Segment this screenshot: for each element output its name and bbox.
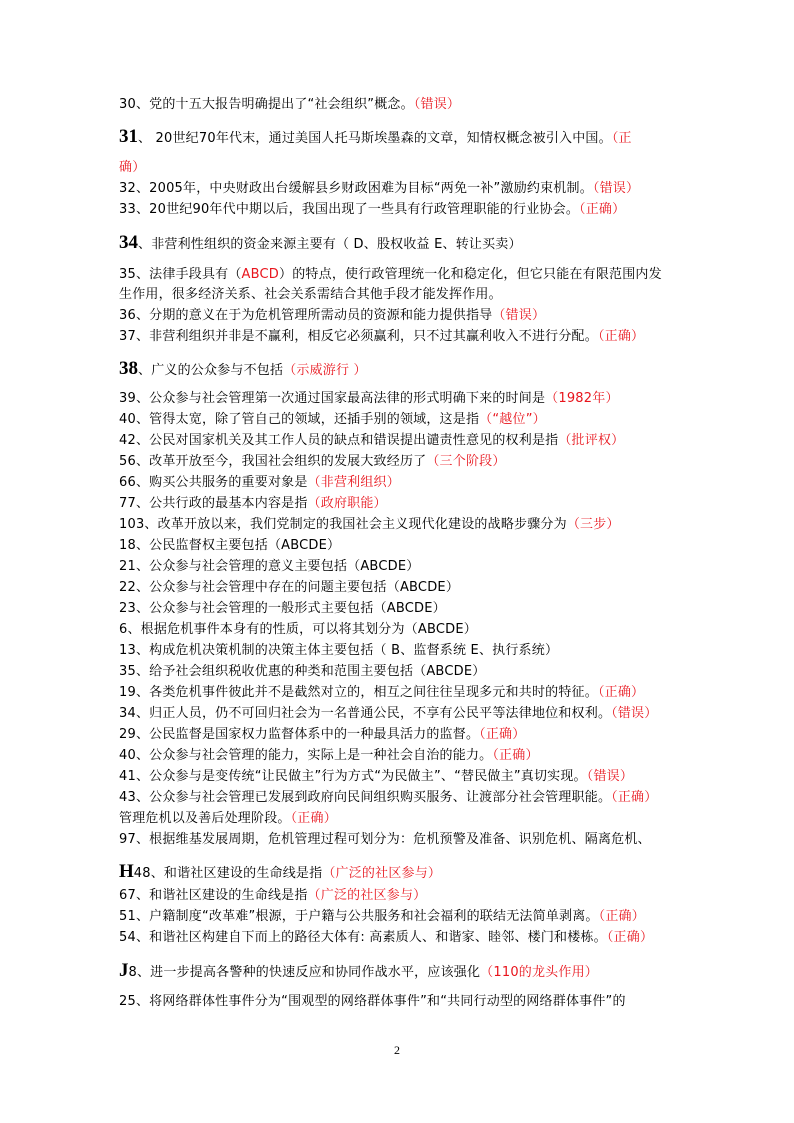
question-text: 33、20世纪90年代中期以后，我国出现了一些具有行政管理职能的行业协会。 xyxy=(119,202,580,217)
question-line xyxy=(119,306,679,326)
question-text: 23、公众参与社会管理的一般形式主要包括（ABCDE） xyxy=(119,601,446,616)
question-line xyxy=(119,265,679,285)
answer-text: （正确） xyxy=(290,811,337,826)
question-line xyxy=(119,886,679,906)
answer-text: （正确） xyxy=(597,329,645,344)
question-line xyxy=(119,578,679,598)
answer-text: （三个阶段） xyxy=(426,454,506,469)
question-text: 34、归正人员，仍不可回归社会为一名普通公民，不享有公民平等法律地位和权利。 xyxy=(119,706,612,721)
answer-text: （错误） xyxy=(492,308,546,323)
question-line xyxy=(119,746,679,766)
question-text: 13、构成危机决策机制的决策主体主要包括（ B、监督系统 E、执行系统） xyxy=(119,643,559,658)
question-text: 29、公民监督是国家权力监督体系中的一种最具活力的监督。 xyxy=(119,727,480,742)
question-line xyxy=(119,928,679,948)
question-line xyxy=(119,359,679,381)
question-line xyxy=(119,431,679,451)
question-line xyxy=(119,907,679,927)
answer-text: （示威游行 ） xyxy=(283,363,367,378)
question-text: 40、管得太宽，除了管自己的领域，还插手别的领域，这是指 xyxy=(119,412,480,427)
answer-text: （政府职能） xyxy=(307,496,387,511)
question-line xyxy=(119,233,679,255)
answer-text: （“越位”） xyxy=(479,412,546,427)
answer-text: （110的龙头作用） xyxy=(480,965,598,980)
question-text: 39、公众参与社会管理第一次通过国家最高法律的形式明确下来的时间是 xyxy=(119,391,546,406)
question-text: 56、改革开放至今，我国社会组织的发展大致经历了 xyxy=(119,454,427,469)
question-line xyxy=(119,389,679,409)
question-text: 35、给予社会组织税收优惠的种类和范围主要包括（ABCDE） xyxy=(119,664,486,679)
question-line xyxy=(119,179,679,199)
question-line xyxy=(119,725,679,745)
question-line xyxy=(119,788,679,808)
answer-text: （正确） xyxy=(598,909,645,924)
question-text: 、广义的公众参与不包括 xyxy=(138,363,284,378)
question-line xyxy=(119,158,679,178)
page-number: 2 xyxy=(394,1043,400,1057)
question-line xyxy=(119,557,679,577)
question-line xyxy=(119,620,679,640)
answer-text: （非营利组织） xyxy=(307,475,400,490)
question-text: 管理危机以及善后处理阶段。 xyxy=(119,811,291,826)
question-text: 21、公众参与社会管理的意义主要包括（ABCDE） xyxy=(119,559,420,574)
question-text: 22、公众参与社会管理中存在的问题主要包括（ABCDE） xyxy=(119,580,460,595)
question-text: 35、法律手段具有（ xyxy=(119,267,242,282)
question-line xyxy=(119,767,679,787)
answer-text: （错误） xyxy=(611,706,658,721)
answer-text: （正确） xyxy=(579,202,626,217)
question-text: 43、公众参与社会管理已发展到政府向民间组织购买服务、让渡部分社会管理职能。 xyxy=(119,790,612,805)
question-text: 生作用，很多经济关系、社会关系需结合其他手段才能发挥作用。 xyxy=(119,287,502,302)
question-line xyxy=(119,599,679,619)
question-text: 40、公众参与社会管理的能力，实际上是一种社会自治的能力。 xyxy=(119,748,493,763)
question-line xyxy=(119,683,679,703)
question-text: 37、非营利组织并非是不赢利，相反它必须赢利，只不过其赢利收入不进行分配。 xyxy=(119,329,598,344)
question-lead: J xyxy=(119,960,129,981)
question-line xyxy=(119,515,679,535)
question-lead: 38 xyxy=(119,358,138,379)
answer-text: （批评权） xyxy=(558,433,625,448)
answer-text: （正确） xyxy=(492,748,539,763)
question-text: 32、2005年，中央财政出台缓解县乡财政困难为目标“两免一补”激励约束机制。 xyxy=(119,181,593,196)
question-line xyxy=(119,662,679,682)
question-line xyxy=(119,127,679,149)
question-text: 19、各类危机事件彼此并不是截然对立的，相互之间往往呈现多元和共时的特征。 xyxy=(119,685,598,700)
question-text: 36、分期的意义在于为危机管理所需动员的资源和能力提供指导 xyxy=(119,308,493,323)
question-text: 18、公民监督权主要包括（ABCDE） xyxy=(119,538,341,553)
question-line xyxy=(119,452,679,472)
question-line xyxy=(119,536,679,556)
question-text: 8、进一步提高各警种的快速反应和协同作战水平，应该强化 xyxy=(128,965,481,980)
question-line xyxy=(119,410,679,430)
question-line xyxy=(119,285,679,305)
question-text: 51、户籍制度“改革难”根源，于户籍与公共服务和社会福利的联结无法简单剥离。 xyxy=(119,909,599,924)
question-text: 、非营利性组织的资金来源主要有（ D、股权收益 E、转让买卖） xyxy=(138,237,522,252)
answer-text: （广泛的社区参与） xyxy=(322,866,442,881)
question-text: 41、公众参与是变传统“让民做主”行为方式“为民做主”、“替民做主”真切实现。 xyxy=(119,769,587,784)
question-text: 48、和谐社区建设的生命线是指 xyxy=(133,866,323,881)
question-line xyxy=(119,641,679,661)
answer-text: （正确） xyxy=(611,790,658,805)
question-text: 25、将网络群体性事件分为“围观型的网络群体事件”和“共同行动型的网络群体事件”的 xyxy=(119,994,626,1009)
question-line xyxy=(119,200,679,220)
question-line xyxy=(119,862,679,884)
answer-text: 确） xyxy=(119,160,146,175)
question-text: 103、改革开放以来，我们党制定的我国社会主义现代化建设的战略步骤分为 xyxy=(119,517,567,532)
question-text: 6、根据危机事件本身有的性质，可以将其划分为（ABCDE） xyxy=(119,622,477,637)
question-text-rest: ）的特点，使行政管理统一化和稳定化，但它只能在有限范围内发 xyxy=(279,267,662,282)
answer-text: （错误） xyxy=(586,769,634,784)
question-line xyxy=(119,473,679,493)
question-line xyxy=(119,830,679,850)
answer-text: （正 xyxy=(611,131,632,146)
question-text: 、 20世纪70年代末，通过美国人托马斯埃墨森的文章，知情权概念被引入中国。 xyxy=(138,131,612,146)
answer-text: ABCD xyxy=(241,267,280,282)
question-line xyxy=(119,494,679,514)
answer-text: （1982年） xyxy=(545,391,619,406)
question-line xyxy=(119,704,679,724)
answer-text: （正确） xyxy=(606,930,654,945)
answer-text: （正确） xyxy=(479,727,526,742)
question-text: 67、和谐社区建设的生命线是指 xyxy=(119,888,308,903)
question-lead: 31 xyxy=(119,126,138,147)
answer-text: （三步） xyxy=(566,517,620,532)
question-lead: H xyxy=(119,861,134,882)
question-line xyxy=(119,992,679,1012)
question-text: 42、公民对国家机关及其工作人员的缺点和错误提出谴责性意见的权利是指 xyxy=(119,433,559,448)
answer-text: （错误） xyxy=(413,97,461,112)
answer-text: （正确） xyxy=(597,685,645,700)
question-text: 77、公共行政的最基本内容是指 xyxy=(119,496,308,511)
answer-text: （广泛的社区参与） xyxy=(307,888,427,903)
question-lead: 34 xyxy=(119,232,138,253)
question-line xyxy=(119,961,679,983)
question-text: 66、购买公共服务的重要对象是 xyxy=(119,475,308,490)
question-text: 54、和谐社区构建自下而上的路径大体有: 高素质人、和谐家、睦邻、楼门和楼栋。 xyxy=(119,930,607,945)
question-line xyxy=(119,327,679,347)
question-text: 30、党的十五大报告明确提出了“社会组织”概念。 xyxy=(119,97,414,112)
question-line xyxy=(119,809,679,829)
answer-text: （错误） xyxy=(592,181,640,196)
question-line xyxy=(119,95,679,115)
question-text: 97、根据维基发展周期，危机管理过程可划分为：危机预警及准备、识别危机、隔离危机、 xyxy=(119,832,651,847)
